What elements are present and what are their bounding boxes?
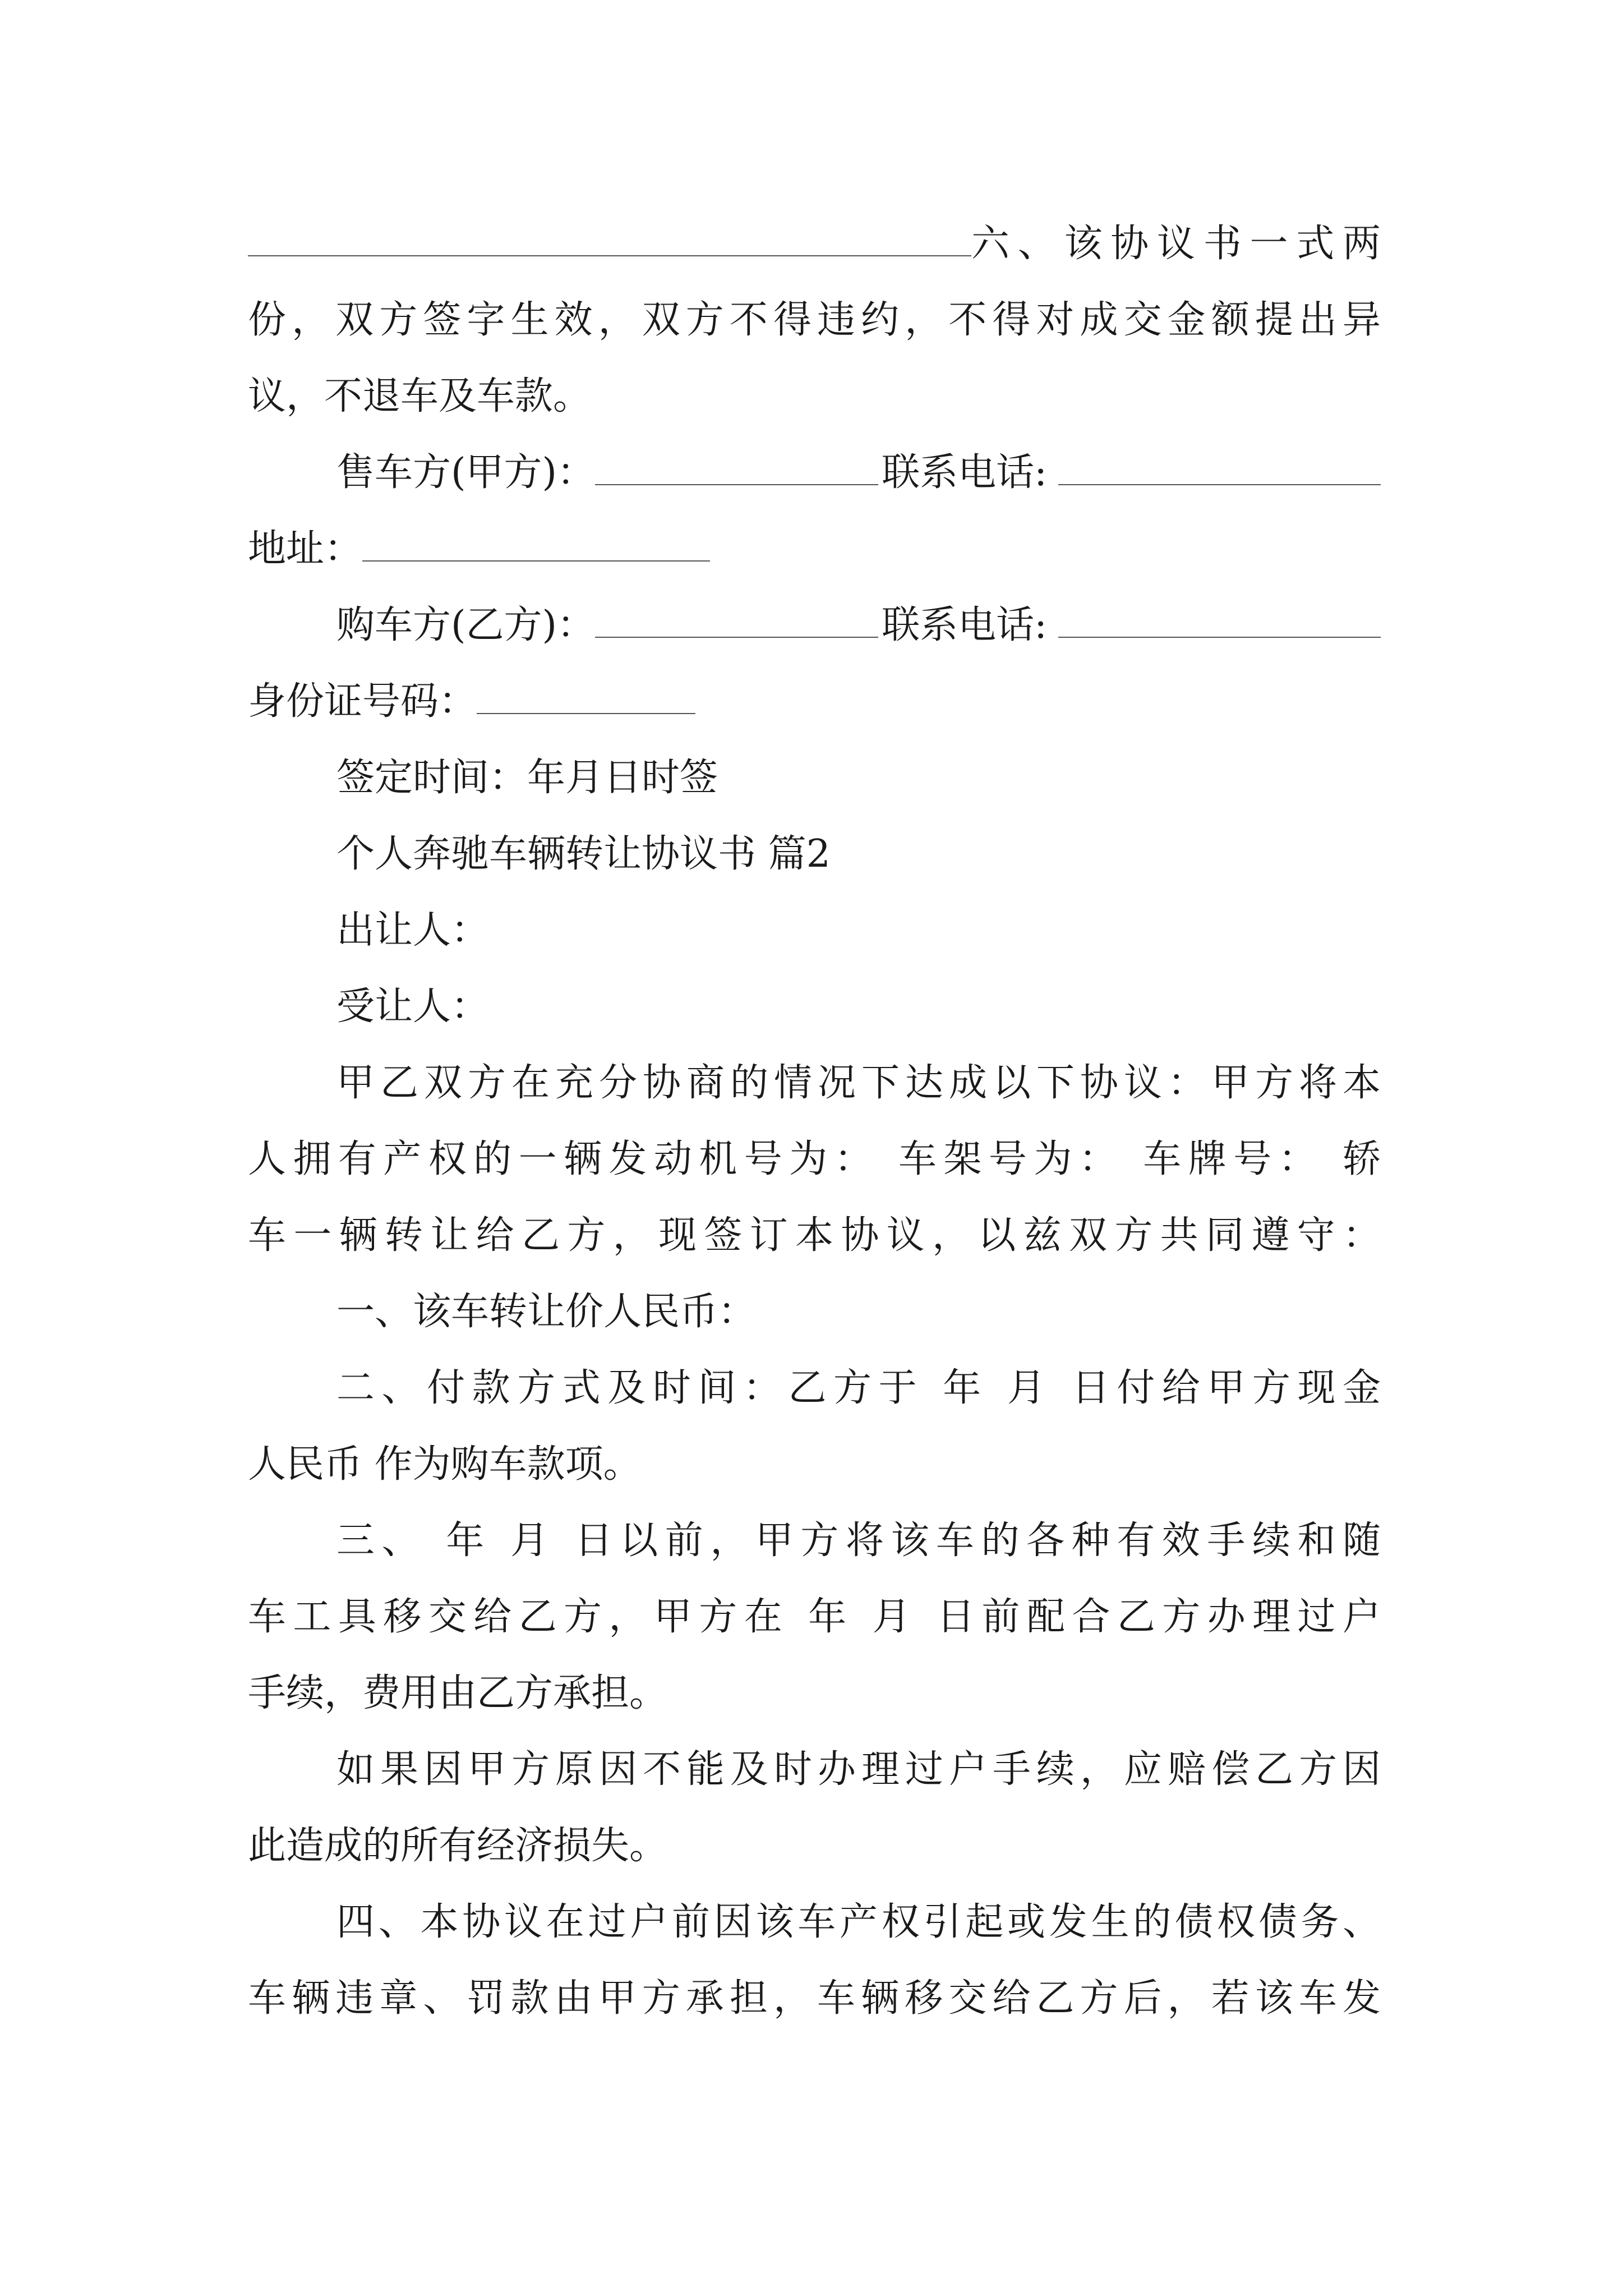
text-line: 议，不退车及车款。 — [248, 374, 592, 418]
id-number-line — [248, 663, 1381, 740]
seller-blank — [595, 484, 878, 485]
text-line: 如果因甲方原因不能及时办理过户手续，应赔偿乙方因 — [336, 1747, 1381, 1792]
text-line: 车一辆转让给乙方，现签订本协议，以兹双方共同遵守： — [248, 1213, 1381, 1258]
buyer-line — [248, 587, 1381, 664]
text-line: 人民币 作为购车款项。 — [248, 1442, 642, 1487]
text-line: 此造成的所有经济损失。 — [248, 1824, 668, 1868]
buyer-phone-blank — [1058, 636, 1381, 638]
text-line: 手续，费用由乙方承担。 — [248, 1671, 668, 1715]
clause-one-line: 一、该车转让价人民币： — [336, 1290, 757, 1334]
text-line: 人拥有产权的一辆发动机号为： 车架号为： 车牌号： 轿 — [248, 1137, 1381, 1181]
buyer-label: 购车方(乙方)： — [336, 603, 596, 647]
transferor-line: 出让人： — [336, 908, 490, 953]
seller-label: 售车方(甲方)： — [336, 450, 596, 495]
seller-line — [248, 434, 1381, 512]
buyer-blank — [595, 636, 878, 638]
address-line — [248, 510, 1381, 588]
transferee-line: 受让人： — [336, 984, 490, 1029]
sign-date-line: 签定时间：年月日时签 — [336, 756, 718, 800]
address-label: 地址： — [248, 527, 363, 571]
section-title: 个人奔驰车辆转让协议书 篇2 — [336, 832, 831, 876]
text-line: 车辆违章、罚款由甲方承担，车辆移交给乙方后，若该车发 — [248, 1976, 1381, 2021]
id-number-label: 身份证号码： — [248, 679, 477, 724]
seller-phone-blank — [1058, 484, 1381, 485]
buyer-phone-label: 联系电话: — [882, 603, 1047, 647]
document-page — [248, 0, 1381, 2296]
clause-six-line — [248, 205, 1381, 283]
text-line: 甲乙双方在充分协商的情况下达成以下协议：甲方将本 — [336, 1061, 1381, 1105]
id-number-blank — [477, 712, 695, 714]
blank-underline — [248, 255, 971, 256]
text-line: 份，双方签字生效，双方不得违约，不得对成交金额提出异 — [248, 298, 1381, 342]
text-line: 车工具移交给乙方，甲方在 年 月 日前配合乙方办理过户 — [248, 1595, 1381, 1639]
clause-two-line: 二、付款方式及时间：乙方于 年 月 日付给甲方现金 — [336, 1366, 1381, 1410]
clause-three-line: 三、 年 月 日以前，甲方将该车的各种有效手续和随 — [336, 1519, 1381, 1563]
clause-four-line: 四、本协议在过户前因该车产权引起或发生的债权债务、 — [336, 1900, 1381, 1944]
text-line: 六、该协议书一式两 — [971, 222, 1381, 266]
address-blank — [362, 560, 710, 562]
seller-phone-label: 联系电话: — [882, 450, 1047, 495]
